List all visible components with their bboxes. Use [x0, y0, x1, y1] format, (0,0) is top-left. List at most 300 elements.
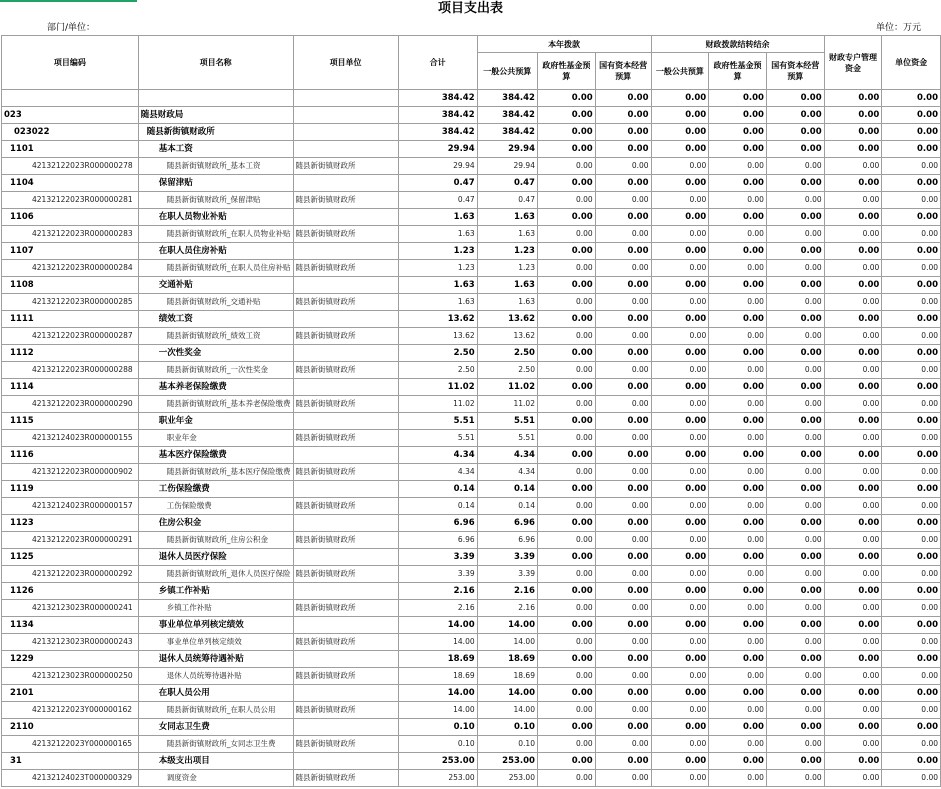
- name-cell[interactable]: 交通补贴: [138, 277, 293, 294]
- carry-gov-fund-cell[interactable]: 0.00: [709, 532, 767, 549]
- carry-state-capital-cell[interactable]: 0.00: [766, 243, 824, 260]
- state-capital-cell[interactable]: 0.00: [595, 396, 651, 413]
- state-capital-cell[interactable]: 0.00: [595, 345, 651, 362]
- state-capital-cell[interactable]: 0.00: [595, 158, 651, 175]
- unit-funds-cell[interactable]: 0.00: [882, 328, 941, 345]
- unit-cell[interactable]: [293, 277, 398, 294]
- special-account-cell[interactable]: 0.00: [824, 719, 882, 736]
- unit-cell[interactable]: 随县新街镇财政所: [293, 600, 398, 617]
- gov-fund-cell[interactable]: 0.00: [537, 260, 595, 277]
- total-cell[interactable]: 11.02: [398, 379, 477, 396]
- name-cell[interactable]: 随县新街镇财政所_保留津贴: [138, 192, 293, 209]
- carry-gov-fund-cell[interactable]: 0.00: [709, 685, 767, 702]
- general-budget-cell[interactable]: 253.00: [477, 770, 537, 787]
- carry-general-budget-cell[interactable]: 0.00: [651, 464, 709, 481]
- name-cell[interactable]: 退休人员统筹待遇补贴: [138, 651, 293, 668]
- carry-general-budget-cell[interactable]: 0.00: [651, 549, 709, 566]
- carry-gov-fund-cell[interactable]: 0.00: [709, 498, 767, 515]
- carry-general-budget-cell[interactable]: 0.00: [651, 175, 709, 192]
- carry-state-capital-cell[interactable]: 0.00: [766, 549, 824, 566]
- carry-general-budget-cell[interactable]: 0.00: [651, 566, 709, 583]
- carry-gov-fund-cell[interactable]: 0.00: [709, 651, 767, 668]
- state-capital-cell[interactable]: 0.00: [595, 260, 651, 277]
- carry-gov-fund-cell[interactable]: 0.00: [709, 566, 767, 583]
- carry-state-capital-cell[interactable]: 0.00: [766, 702, 824, 719]
- code-cell[interactable]: 1125: [2, 549, 139, 566]
- carry-gov-fund-cell[interactable]: 0.00: [709, 277, 767, 294]
- name-cell[interactable]: 在职人员物业补贴: [138, 209, 293, 226]
- unit-cell[interactable]: [293, 685, 398, 702]
- general-budget-cell[interactable]: 3.39: [477, 566, 537, 583]
- code-cell[interactable]: 42132124023R000000155: [2, 430, 139, 447]
- special-account-cell[interactable]: 0.00: [824, 141, 882, 158]
- special-account-cell[interactable]: 0.00: [824, 294, 882, 311]
- carry-gov-fund-cell[interactable]: 0.00: [709, 158, 767, 175]
- carry-gov-fund-cell[interactable]: 0.00: [709, 175, 767, 192]
- carry-gov-fund-cell[interactable]: 0.00: [709, 464, 767, 481]
- unit-funds-cell[interactable]: 0.00: [882, 566, 941, 583]
- special-account-cell[interactable]: 0.00: [824, 532, 882, 549]
- gov-fund-cell[interactable]: 0.00: [537, 685, 595, 702]
- name-cell[interactable]: 调度资金: [138, 770, 293, 787]
- special-account-cell[interactable]: 0.00: [824, 260, 882, 277]
- name-cell[interactable]: 随县新街镇财政所_住房公积金: [138, 532, 293, 549]
- special-account-cell[interactable]: 0.00: [824, 226, 882, 243]
- gov-fund-cell[interactable]: 0.00: [537, 583, 595, 600]
- total-cell[interactable]: 5.51: [398, 413, 477, 430]
- state-capital-cell[interactable]: 0.00: [595, 549, 651, 566]
- unit-funds-cell[interactable]: 0.00: [882, 141, 941, 158]
- state-capital-cell[interactable]: 0.00: [595, 107, 651, 124]
- carry-general-budget-cell[interactable]: 0.00: [651, 311, 709, 328]
- total-cell[interactable]: 1.23: [398, 260, 477, 277]
- general-budget-cell[interactable]: 13.62: [477, 311, 537, 328]
- name-cell[interactable]: 绩效工资: [138, 311, 293, 328]
- code-cell[interactable]: [2, 90, 139, 107]
- gov-fund-cell[interactable]: 0.00: [537, 175, 595, 192]
- unit-cell[interactable]: [293, 515, 398, 532]
- gov-fund-cell[interactable]: 0.00: [537, 141, 595, 158]
- code-cell[interactable]: 42132122023R000000281: [2, 192, 139, 209]
- special-account-cell[interactable]: 0.00: [824, 175, 882, 192]
- carry-gov-fund-cell[interactable]: 0.00: [709, 719, 767, 736]
- name-cell[interactable]: 事业单位单列核定绩效: [138, 634, 293, 651]
- total-cell[interactable]: 2.16: [398, 583, 477, 600]
- gov-fund-cell[interactable]: 0.00: [537, 719, 595, 736]
- code-cell[interactable]: 1229: [2, 651, 139, 668]
- state-capital-cell[interactable]: 0.00: [595, 175, 651, 192]
- unit-cell[interactable]: [293, 413, 398, 430]
- unit-cell[interactable]: [293, 583, 398, 600]
- total-cell[interactable]: 384.42: [398, 107, 477, 124]
- special-account-cell[interactable]: 0.00: [824, 583, 882, 600]
- unit-funds-cell[interactable]: 0.00: [882, 277, 941, 294]
- state-capital-cell[interactable]: 0.00: [595, 294, 651, 311]
- gov-fund-cell[interactable]: 0.00: [537, 566, 595, 583]
- state-capital-cell[interactable]: 0.00: [595, 583, 651, 600]
- gov-fund-cell[interactable]: 0.00: [537, 158, 595, 175]
- name-cell[interactable]: 随县新街镇财政所_基本工资: [138, 158, 293, 175]
- gov-fund-cell[interactable]: 0.00: [537, 498, 595, 515]
- total-cell[interactable]: 1.63: [398, 277, 477, 294]
- code-cell[interactable]: 2110: [2, 719, 139, 736]
- special-account-cell[interactable]: 0.00: [824, 192, 882, 209]
- general-budget-cell[interactable]: 3.39: [477, 549, 537, 566]
- name-cell[interactable]: 随县新街镇财政所_退休人员医疗保险: [138, 566, 293, 583]
- unit-funds-cell[interactable]: 0.00: [882, 702, 941, 719]
- gov-fund-cell[interactable]: 0.00: [537, 430, 595, 447]
- general-budget-cell[interactable]: 14.00: [477, 685, 537, 702]
- general-budget-cell[interactable]: 6.96: [477, 532, 537, 549]
- special-account-cell[interactable]: 0.00: [824, 277, 882, 294]
- unit-cell[interactable]: [293, 379, 398, 396]
- carry-general-budget-cell[interactable]: 0.00: [651, 770, 709, 787]
- carry-state-capital-cell[interactable]: 0.00: [766, 498, 824, 515]
- special-account-cell[interactable]: 0.00: [824, 702, 882, 719]
- state-capital-cell[interactable]: 0.00: [595, 566, 651, 583]
- unit-cell[interactable]: 随县新街镇财政所: [293, 430, 398, 447]
- code-cell[interactable]: 023: [2, 107, 139, 124]
- carry-general-budget-cell[interactable]: 0.00: [651, 90, 709, 107]
- code-cell[interactable]: 31: [2, 753, 139, 770]
- unit-funds-cell[interactable]: 0.00: [882, 158, 941, 175]
- gov-fund-cell[interactable]: 0.00: [537, 651, 595, 668]
- carry-gov-fund-cell[interactable]: 0.00: [709, 311, 767, 328]
- general-budget-cell[interactable]: 5.51: [477, 430, 537, 447]
- unit-funds-cell[interactable]: 0.00: [882, 243, 941, 260]
- unit-funds-cell[interactable]: 0.00: [882, 549, 941, 566]
- unit-funds-cell[interactable]: 0.00: [882, 736, 941, 753]
- carry-state-capital-cell[interactable]: 0.00: [766, 753, 824, 770]
- code-cell[interactable]: 023022: [2, 124, 139, 141]
- special-account-cell[interactable]: 0.00: [824, 566, 882, 583]
- total-cell[interactable]: 2.50: [398, 362, 477, 379]
- name-cell[interactable]: 乡镇工作补贴: [138, 583, 293, 600]
- gov-fund-cell[interactable]: 0.00: [537, 770, 595, 787]
- state-capital-cell[interactable]: 0.00: [595, 481, 651, 498]
- code-cell[interactable]: 42132122023R000000285: [2, 294, 139, 311]
- unit-cell[interactable]: [293, 617, 398, 634]
- special-account-cell[interactable]: 0.00: [824, 600, 882, 617]
- code-cell[interactable]: 1106: [2, 209, 139, 226]
- state-capital-cell[interactable]: 0.00: [595, 226, 651, 243]
- carry-gov-fund-cell[interactable]: 0.00: [709, 583, 767, 600]
- general-budget-cell[interactable]: 0.10: [477, 719, 537, 736]
- state-capital-cell[interactable]: 0.00: [595, 498, 651, 515]
- unit-funds-cell[interactable]: 0.00: [882, 634, 941, 651]
- state-capital-cell[interactable]: 0.00: [595, 141, 651, 158]
- carry-state-capital-cell[interactable]: 0.00: [766, 685, 824, 702]
- carry-state-capital-cell[interactable]: 0.00: [766, 719, 824, 736]
- state-capital-cell[interactable]: 0.00: [595, 430, 651, 447]
- total-cell[interactable]: 3.39: [398, 566, 477, 583]
- name-cell[interactable]: 随县新街镇财政所_交通补贴: [138, 294, 293, 311]
- carry-state-capital-cell[interactable]: 0.00: [766, 175, 824, 192]
- total-cell[interactable]: 384.42: [398, 124, 477, 141]
- code-cell[interactable]: 1116: [2, 447, 139, 464]
- gov-fund-cell[interactable]: 0.00: [537, 464, 595, 481]
- special-account-cell[interactable]: 0.00: [824, 753, 882, 770]
- general-budget-cell[interactable]: 0.47: [477, 192, 537, 209]
- carry-state-capital-cell[interactable]: 0.00: [766, 617, 824, 634]
- special-account-cell[interactable]: 0.00: [824, 362, 882, 379]
- total-cell[interactable]: 29.94: [398, 158, 477, 175]
- carry-state-capital-cell[interactable]: 0.00: [766, 311, 824, 328]
- carry-gov-fund-cell[interactable]: 0.00: [709, 192, 767, 209]
- unit-funds-cell[interactable]: 0.00: [882, 90, 941, 107]
- special-account-cell[interactable]: 0.00: [824, 685, 882, 702]
- general-budget-cell[interactable]: 29.94: [477, 158, 537, 175]
- carry-state-capital-cell[interactable]: 0.00: [766, 464, 824, 481]
- carry-state-capital-cell[interactable]: 0.00: [766, 345, 824, 362]
- carry-state-capital-cell[interactable]: 0.00: [766, 413, 824, 430]
- carry-state-capital-cell[interactable]: 0.00: [766, 277, 824, 294]
- name-cell[interactable]: 事业单位单列核定绩效: [138, 617, 293, 634]
- gov-fund-cell[interactable]: 0.00: [537, 209, 595, 226]
- carry-state-capital-cell[interactable]: 0.00: [766, 362, 824, 379]
- total-cell[interactable]: 2.50: [398, 345, 477, 362]
- code-cell[interactable]: 1107: [2, 243, 139, 260]
- unit-cell[interactable]: 随县新街镇财政所: [293, 192, 398, 209]
- general-budget-cell[interactable]: 2.16: [477, 600, 537, 617]
- unit-cell[interactable]: 随县新街镇财政所: [293, 736, 398, 753]
- unit-funds-cell[interactable]: 0.00: [882, 175, 941, 192]
- total-cell[interactable]: 29.94: [398, 141, 477, 158]
- code-cell[interactable]: 42132123023R000000241: [2, 600, 139, 617]
- special-account-cell[interactable]: 0.00: [824, 345, 882, 362]
- total-cell[interactable]: 13.62: [398, 328, 477, 345]
- carry-gov-fund-cell[interactable]: 0.00: [709, 328, 767, 345]
- carry-general-budget-cell[interactable]: 0.00: [651, 209, 709, 226]
- code-cell[interactable]: 1115: [2, 413, 139, 430]
- unit-cell[interactable]: 随县新街镇财政所: [293, 294, 398, 311]
- total-cell[interactable]: 14.00: [398, 634, 477, 651]
- unit-cell[interactable]: 随县新街镇财政所: [293, 498, 398, 515]
- general-budget-cell[interactable]: 6.96: [477, 515, 537, 532]
- unit-funds-cell[interactable]: 0.00: [882, 685, 941, 702]
- special-account-cell[interactable]: 0.00: [824, 498, 882, 515]
- code-cell[interactable]: 42132122023R000000288: [2, 362, 139, 379]
- unit-cell[interactable]: [293, 719, 398, 736]
- carry-state-capital-cell[interactable]: 0.00: [766, 141, 824, 158]
- unit-funds-cell[interactable]: 0.00: [882, 753, 941, 770]
- total-cell[interactable]: 0.14: [398, 481, 477, 498]
- name-cell[interactable]: 一次性奖金: [138, 345, 293, 362]
- unit-cell[interactable]: [293, 481, 398, 498]
- general-budget-cell[interactable]: 1.63: [477, 209, 537, 226]
- total-cell[interactable]: 0.14: [398, 498, 477, 515]
- unit-cell[interactable]: 随县新街镇财政所: [293, 396, 398, 413]
- state-capital-cell[interactable]: 0.00: [595, 277, 651, 294]
- state-capital-cell[interactable]: 0.00: [595, 634, 651, 651]
- special-account-cell[interactable]: 0.00: [824, 617, 882, 634]
- carry-general-budget-cell[interactable]: 0.00: [651, 328, 709, 345]
- total-cell[interactable]: 0.10: [398, 719, 477, 736]
- carry-gov-fund-cell[interactable]: 0.00: [709, 345, 767, 362]
- gov-fund-cell[interactable]: 0.00: [537, 753, 595, 770]
- carry-gov-fund-cell[interactable]: 0.00: [709, 209, 767, 226]
- total-cell[interactable]: 253.00: [398, 753, 477, 770]
- carry-gov-fund-cell[interactable]: 0.00: [709, 243, 767, 260]
- unit-funds-cell[interactable]: 0.00: [882, 447, 941, 464]
- total-cell[interactable]: 14.00: [398, 617, 477, 634]
- carry-general-budget-cell[interactable]: 0.00: [651, 277, 709, 294]
- name-cell[interactable]: 随县新街镇财政所_在职人员物业补贴: [138, 226, 293, 243]
- unit-cell[interactable]: 随县新街镇财政所: [293, 566, 398, 583]
- name-cell[interactable]: 随县新街镇财政所_在职人员公用: [138, 702, 293, 719]
- code-cell[interactable]: 1114: [2, 379, 139, 396]
- code-cell[interactable]: 42132122023Y000000165: [2, 736, 139, 753]
- unit-cell[interactable]: [293, 345, 398, 362]
- name-cell[interactable]: 工伤保险缴费: [138, 498, 293, 515]
- special-account-cell[interactable]: 0.00: [824, 124, 882, 141]
- unit-funds-cell[interactable]: 0.00: [882, 379, 941, 396]
- name-cell[interactable]: 乡镇工作补贴: [138, 600, 293, 617]
- state-capital-cell[interactable]: 0.00: [595, 668, 651, 685]
- state-capital-cell[interactable]: 0.00: [595, 311, 651, 328]
- name-cell[interactable]: 基本医疗保险缴费: [138, 447, 293, 464]
- gov-fund-cell[interactable]: 0.00: [537, 379, 595, 396]
- code-cell[interactable]: 42132123023R000000243: [2, 634, 139, 651]
- state-capital-cell[interactable]: 0.00: [595, 447, 651, 464]
- general-budget-cell[interactable]: 0.14: [477, 498, 537, 515]
- name-cell[interactable]: 退休人员医疗保险: [138, 549, 293, 566]
- carry-general-budget-cell[interactable]: 0.00: [651, 226, 709, 243]
- name-cell[interactable]: 退休人员统筹待遇补贴: [138, 668, 293, 685]
- unit-cell[interactable]: [293, 141, 398, 158]
- carry-state-capital-cell[interactable]: 0.00: [766, 770, 824, 787]
- state-capital-cell[interactable]: 0.00: [595, 600, 651, 617]
- unit-funds-cell[interactable]: 0.00: [882, 515, 941, 532]
- carry-general-budget-cell[interactable]: 0.00: [651, 583, 709, 600]
- carry-state-capital-cell[interactable]: 0.00: [766, 583, 824, 600]
- carry-general-budget-cell[interactable]: 0.00: [651, 702, 709, 719]
- code-cell[interactable]: 1134: [2, 617, 139, 634]
- unit-cell[interactable]: 随县新街镇财政所: [293, 668, 398, 685]
- code-cell[interactable]: 42132122023R000000284: [2, 260, 139, 277]
- general-budget-cell[interactable]: 2.16: [477, 583, 537, 600]
- special-account-cell[interactable]: 0.00: [824, 515, 882, 532]
- special-account-cell[interactable]: 0.00: [824, 481, 882, 498]
- carry-state-capital-cell[interactable]: 0.00: [766, 634, 824, 651]
- state-capital-cell[interactable]: 0.00: [595, 736, 651, 753]
- name-cell[interactable]: 在职人员住房补贴: [138, 243, 293, 260]
- unit-funds-cell[interactable]: 0.00: [882, 719, 941, 736]
- special-account-cell[interactable]: 0.00: [824, 634, 882, 651]
- total-cell[interactable]: 11.02: [398, 396, 477, 413]
- name-cell[interactable]: 女同志卫生费: [138, 719, 293, 736]
- gov-fund-cell[interactable]: 0.00: [537, 107, 595, 124]
- general-budget-cell[interactable]: 384.42: [477, 107, 537, 124]
- unit-funds-cell[interactable]: 0.00: [882, 192, 941, 209]
- unit-cell[interactable]: [293, 651, 398, 668]
- code-cell[interactable]: 1112: [2, 345, 139, 362]
- unit-funds-cell[interactable]: 0.00: [882, 600, 941, 617]
- carry-general-budget-cell[interactable]: 0.00: [651, 753, 709, 770]
- general-budget-cell[interactable]: 18.69: [477, 668, 537, 685]
- code-cell[interactable]: 42132122023R000000292: [2, 566, 139, 583]
- carry-state-capital-cell[interactable]: 0.00: [766, 651, 824, 668]
- general-budget-cell[interactable]: 2.50: [477, 345, 537, 362]
- gov-fund-cell[interactable]: 0.00: [537, 226, 595, 243]
- unit-cell[interactable]: [293, 447, 398, 464]
- gov-fund-cell[interactable]: 0.00: [537, 617, 595, 634]
- carry-gov-fund-cell[interactable]: 0.00: [709, 702, 767, 719]
- carry-general-budget-cell[interactable]: 0.00: [651, 719, 709, 736]
- code-cell[interactable]: 42132122023R000000283: [2, 226, 139, 243]
- carry-gov-fund-cell[interactable]: 0.00: [709, 226, 767, 243]
- unit-cell[interactable]: [293, 753, 398, 770]
- carry-general-budget-cell[interactable]: 0.00: [651, 141, 709, 158]
- carry-gov-fund-cell[interactable]: 0.00: [709, 396, 767, 413]
- unit-funds-cell[interactable]: 0.00: [882, 107, 941, 124]
- total-cell[interactable]: 0.47: [398, 192, 477, 209]
- carry-state-capital-cell[interactable]: 0.00: [766, 668, 824, 685]
- state-capital-cell[interactable]: 0.00: [595, 651, 651, 668]
- special-account-cell[interactable]: 0.00: [824, 328, 882, 345]
- name-cell[interactable]: 随县新街镇财政所_绩效工资: [138, 328, 293, 345]
- general-budget-cell[interactable]: 18.69: [477, 651, 537, 668]
- carry-general-budget-cell[interactable]: 0.00: [651, 481, 709, 498]
- code-cell[interactable]: 42132124023T000000329: [2, 770, 139, 787]
- carry-state-capital-cell[interactable]: 0.00: [766, 260, 824, 277]
- state-capital-cell[interactable]: 0.00: [595, 413, 651, 430]
- carry-state-capital-cell[interactable]: 0.00: [766, 447, 824, 464]
- total-cell[interactable]: 6.96: [398, 515, 477, 532]
- total-cell[interactable]: 2.16: [398, 600, 477, 617]
- state-capital-cell[interactable]: 0.00: [595, 702, 651, 719]
- general-budget-cell[interactable]: 1.23: [477, 243, 537, 260]
- special-account-cell[interactable]: 0.00: [824, 311, 882, 328]
- general-budget-cell[interactable]: 1.63: [477, 294, 537, 311]
- code-cell[interactable]: 1119: [2, 481, 139, 498]
- code-cell[interactable]: 42132124023R000000157: [2, 498, 139, 515]
- unit-cell[interactable]: 随县新街镇财政所: [293, 532, 398, 549]
- unit-funds-cell[interactable]: 0.00: [882, 413, 941, 430]
- carry-gov-fund-cell[interactable]: 0.00: [709, 736, 767, 753]
- total-cell[interactable]: 5.51: [398, 430, 477, 447]
- carry-gov-fund-cell[interactable]: 0.00: [709, 753, 767, 770]
- unit-funds-cell[interactable]: 0.00: [882, 532, 941, 549]
- carry-state-capital-cell[interactable]: 0.00: [766, 430, 824, 447]
- name-cell[interactable]: 职业年金: [138, 430, 293, 447]
- unit-funds-cell[interactable]: 0.00: [882, 260, 941, 277]
- code-cell[interactable]: 42132122023R000000278: [2, 158, 139, 175]
- code-cell[interactable]: 1104: [2, 175, 139, 192]
- unit-cell[interactable]: 随县新街镇财政所: [293, 260, 398, 277]
- name-cell[interactable]: 保留津贴: [138, 175, 293, 192]
- code-cell[interactable]: 1123: [2, 515, 139, 532]
- unit-funds-cell[interactable]: 0.00: [882, 124, 941, 141]
- carry-general-budget-cell[interactable]: 0.00: [651, 158, 709, 175]
- special-account-cell[interactable]: 0.00: [824, 736, 882, 753]
- unit-cell[interactable]: [293, 107, 398, 124]
- unit-funds-cell[interactable]: 0.00: [882, 651, 941, 668]
- general-budget-cell[interactable]: 1.63: [477, 226, 537, 243]
- gov-fund-cell[interactable]: 0.00: [537, 702, 595, 719]
- general-budget-cell[interactable]: 1.23: [477, 260, 537, 277]
- special-account-cell[interactable]: 0.00: [824, 107, 882, 124]
- unit-cell[interactable]: [293, 90, 398, 107]
- state-capital-cell[interactable]: 0.00: [595, 685, 651, 702]
- unit-cell[interactable]: 随县新街镇财政所: [293, 634, 398, 651]
- unit-funds-cell[interactable]: 0.00: [882, 209, 941, 226]
- general-budget-cell[interactable]: 14.00: [477, 634, 537, 651]
- gov-fund-cell[interactable]: 0.00: [537, 413, 595, 430]
- state-capital-cell[interactable]: 0.00: [595, 617, 651, 634]
- state-capital-cell[interactable]: 0.00: [595, 90, 651, 107]
- name-cell[interactable]: 基本工资: [138, 141, 293, 158]
